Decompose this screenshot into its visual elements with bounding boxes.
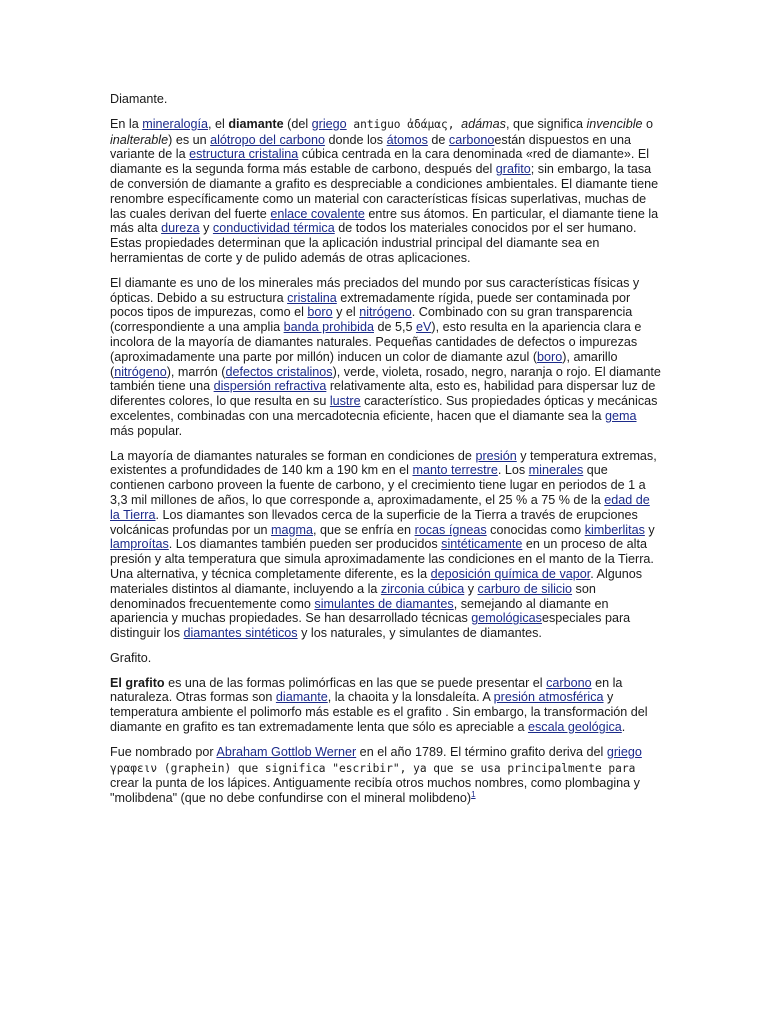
link-enlace-covalente[interactable]: enlace covalente bbox=[270, 206, 365, 221]
text-run: ), esto resulta en la apariencia clara e incolora de la mayoría de diamantes naturales. Pequeñas cantidades de defectos o impurezas (aproximadamente una parte por millón) inducen un color de diamante azul ( bbox=[110, 320, 642, 364]
bold-term: El grafito bbox=[110, 675, 165, 690]
link-zirconia-cúbica[interactable]: zirconia cúbica bbox=[380, 581, 465, 596]
text-run: o bbox=[642, 116, 654, 131]
text-run: especiales para distinguir los bbox=[110, 611, 631, 641]
link-dispersión-refractiva[interactable]: dispersión refractiva bbox=[213, 379, 327, 394]
paragraph-diamante-intro bbox=[110, 117, 662, 266]
paragraph-grafito-name bbox=[110, 745, 662, 806]
link-abraham-gottlob-werner[interactable]: Abraham Gottlob Werner bbox=[216, 744, 357, 759]
text-run: donde los bbox=[324, 132, 387, 147]
text-run: , que significa bbox=[505, 116, 587, 131]
text-run: antiguo ἀδάμας, bbox=[346, 117, 462, 131]
text-run: de bbox=[427, 132, 449, 147]
link-lamproítas[interactable]: lamproítas bbox=[110, 537, 169, 552]
text-run: en el año 1789. El término grafito deriva del bbox=[356, 744, 607, 759]
text-run: En la bbox=[110, 116, 143, 131]
text-run: , la chaoita y la lonsdaleíta. A bbox=[327, 690, 494, 705]
text-run: . Los bbox=[497, 463, 529, 478]
text-run: y el bbox=[332, 305, 360, 320]
link-carbono[interactable]: carbono bbox=[448, 132, 495, 147]
italic-term: inalterable bbox=[110, 132, 169, 147]
link-presión[interactable]: presión bbox=[475, 448, 517, 463]
link-nitrógeno[interactable]: nitrógeno bbox=[359, 305, 412, 320]
link-escala-geológica[interactable]: escala geológica bbox=[527, 720, 622, 735]
link-átomos[interactable]: átomos bbox=[386, 132, 428, 147]
link-griego[interactable]: griego bbox=[311, 116, 347, 131]
italic-term: adámas bbox=[461, 116, 506, 131]
text-run: y los naturales, y simulantes de diamantes. bbox=[297, 626, 542, 641]
text-run: y bbox=[199, 221, 213, 236]
paragraph-grafito-intro bbox=[110, 676, 662, 735]
link-carburo-de-silicio[interactable]: carburo de silicio bbox=[477, 581, 573, 596]
footnote-reference[interactable]: 1 bbox=[471, 790, 476, 800]
text-run: . Los diamantes también pueden ser producidos bbox=[168, 537, 442, 552]
link-presión-atmosférica[interactable]: presión atmosférica bbox=[493, 690, 604, 705]
text-run: . bbox=[621, 720, 626, 735]
link-carbono[interactable]: carbono bbox=[546, 675, 592, 690]
link-sintéticamente[interactable]: sintéticamente bbox=[441, 537, 523, 552]
heading-grafito: Grafito. bbox=[110, 650, 152, 665]
link-defectos-cristalinos[interactable]: defectos cristalinos bbox=[225, 364, 333, 379]
text-run: Fue nombrado por bbox=[110, 744, 217, 759]
text-run: característico. Sus propiedades ópticas y mecánicas excelentes, combinadas con una mercadotecnia eficiente, hacen que el diamante sea la bbox=[110, 394, 658, 423]
text-run: entre sus átomos. En particular, el diamante tiene la más alta bbox=[110, 206, 659, 236]
link-cristalina[interactable]: cristalina bbox=[287, 290, 337, 305]
italic-term: invencible bbox=[586, 116, 643, 131]
link-griego[interactable]: griego bbox=[606, 744, 642, 759]
text-run: . Algunos materiales distintos al diamante, incluyendo a la bbox=[110, 566, 643, 596]
link-minerales[interactable]: minerales bbox=[528, 463, 584, 478]
link-diamante[interactable]: diamante bbox=[275, 690, 328, 705]
text-run: crear la punta de los lápices. Antiguamente recibía otros muchos nombres, como plombagina y "molibdena" (que no debe confundirse con el mineral molibdeno) bbox=[110, 776, 640, 806]
text-run: es una de las formas polimórficas en las que se puede presentar el bbox=[164, 675, 547, 690]
link-diamantes-sintéticos[interactable]: diamantes sintéticos bbox=[183, 626, 298, 641]
link-ev[interactable]: eV bbox=[415, 320, 432, 335]
link-manto-terrestre[interactable]: manto terrestre bbox=[412, 463, 498, 478]
link-lustre[interactable]: lustre bbox=[329, 394, 361, 409]
text-run: ) es un bbox=[168, 132, 211, 147]
text-run: . Combinado con su gran transparencia (correspondiente a una amplia bbox=[110, 305, 633, 335]
link-grafito[interactable]: grafito bbox=[495, 162, 531, 177]
text-run: cúbica centrada en la cara denominada «red de diamante». El diamante es la segunda forma más estable de carbono, después del bbox=[110, 147, 650, 177]
text-run: , semejando al diamante en apariencia y muchas propiedades. Se han desarrollado técnicas bbox=[110, 596, 609, 626]
link-gemológicas[interactable]: gemológicas bbox=[471, 611, 542, 626]
text-run: y temperatura ambiente el polimorfo más estable es el grafito . Sin embargo, la transformación del diamante en grafito es tan extremadamente lenta que sólo es apreciable a bbox=[110, 690, 648, 735]
text-run: , el bbox=[208, 116, 229, 131]
link-boro[interactable]: boro bbox=[537, 349, 563, 364]
text-run: y bbox=[644, 522, 655, 537]
heading-diamante: Diamante. bbox=[110, 92, 168, 106]
text-run: más popular. bbox=[110, 423, 183, 438]
document-body bbox=[110, 92, 662, 816]
text-run: ), verde, violeta, rosado, negro, naranja o rojo. El diamante también tiene una bbox=[110, 364, 661, 394]
link-conductividad-térmica[interactable]: conductividad térmica bbox=[212, 221, 335, 236]
link-deposición-química-de-vapor[interactable]: deposición química de vapor bbox=[430, 566, 591, 581]
text-run: , que se enfría en bbox=[313, 522, 415, 537]
text-run: son denominados frecuentemente como bbox=[110, 581, 596, 611]
text-run: que contienen carbono proveen la fuente de carbono, y el crecimiento tiene lugar en periodos de 1 a 3,3 mil millones de años, lo que corresponde a, aproximadamente, el 25 % a 75 % de la bbox=[110, 463, 646, 507]
link-gema[interactable]: gema bbox=[604, 408, 637, 423]
link-estructura-cristalina[interactable]: estructura cristalina bbox=[189, 147, 299, 162]
link-banda-prohibida[interactable]: banda prohibida bbox=[283, 320, 374, 335]
paragraph-diamante-formation bbox=[110, 449, 662, 641]
text-run: . Los diamantes son llevados cerca de la superficie de la Tierra a través de erupciones volcánicas profundas por un bbox=[110, 507, 638, 537]
text-run: y temperatura extremas, existentes a profundidades de 140 km a 190 km en el bbox=[110, 448, 657, 478]
text-run: de 5,5 bbox=[373, 320, 416, 335]
text-run: La mayoría de diamantes naturales se forman en condiciones de bbox=[110, 448, 476, 463]
text-run: en un proceso de alta presión y alta temperatura que simula aproximadamente las condiciones en el manto de la Tierra. Una alternativa, y técnica completamente diferente, es la bbox=[110, 537, 654, 581]
link-nitrógeno[interactable]: nitrógeno bbox=[114, 364, 167, 379]
link-edad-de-la-tierra[interactable]: edad de la Tierra bbox=[110, 492, 650, 522]
bold-term: diamante bbox=[228, 116, 284, 131]
text-run: γραφειν (graphein) que significa "escribir", ya que se usa principalmente para bbox=[110, 761, 636, 775]
text-run: ), marrón ( bbox=[166, 364, 226, 379]
text-run: y bbox=[464, 581, 478, 596]
text-run: ), amarillo ( bbox=[110, 349, 618, 379]
text-run: ; sin embargo, la tasa de conversión de diamante a grafito es despreciable a condiciones ambientales. El diamante tiene renombre específicamente como un material con características físicas superlativas, muchas de las cuales derivan del fuerte bbox=[110, 162, 659, 221]
link-magma[interactable]: magma bbox=[271, 522, 314, 537]
paragraph-diamante-properties bbox=[110, 276, 662, 439]
text-run: El diamante es uno de los minerales más preciados del mundo por sus características físicas y ópticas. Debido a su estructura bbox=[110, 275, 640, 305]
text-run: de todos los materiales conocidos por el ser humano. Estas propiedades determinan que la aplicación industrial principal del diamante sea en herramientas de corte y de pulido además de otras aplicaciones. bbox=[110, 221, 637, 265]
link-simulantes-de-diamantes[interactable]: simulantes de diamantes bbox=[314, 596, 454, 611]
text-run: conocidas como bbox=[486, 522, 585, 537]
text-run: relativamente alta, esto es, habilidad para dispersar luz de diferentes colores, lo que resulta en su bbox=[110, 379, 656, 409]
link-mineralogía[interactable]: mineralogía bbox=[142, 116, 209, 131]
text-run: están dispuestos en una variante de la bbox=[110, 132, 631, 162]
text-run: extremadamente rígida, puede ser contaminada por pocos tipos de impurezas, como el bbox=[110, 290, 631, 320]
text-run: en la naturaleza. Otras formas son bbox=[110, 675, 623, 705]
link-dureza[interactable]: dureza bbox=[161, 221, 200, 236]
link-alótropo-del-carbono[interactable]: alótropo del carbono bbox=[210, 132, 325, 147]
link-kimberlitas[interactable]: kimberlitas bbox=[584, 522, 645, 537]
link-rocas-ígneas[interactable]: rocas ígneas bbox=[414, 522, 487, 537]
link-boro[interactable]: boro bbox=[307, 305, 333, 320]
text-run: (del bbox=[283, 116, 312, 131]
